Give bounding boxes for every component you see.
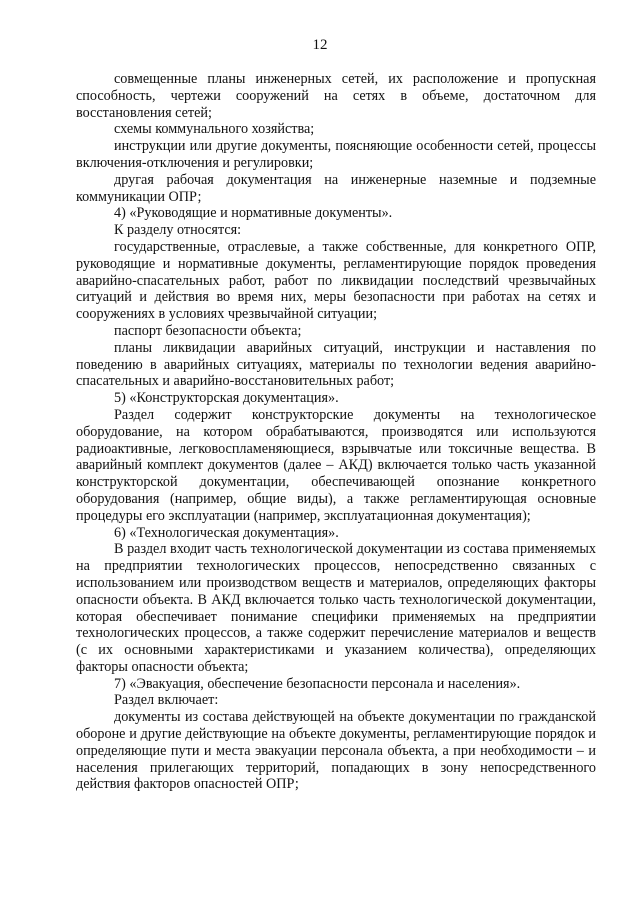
- section-heading: 6) «Технологическая документация».: [114, 524, 339, 541]
- paragraph: документы из состава действующей на объекте документации по гражданской обороне и другие действующие на объекте документы, регламентирующие порядок и определяющие пути и места эвакуации персонала объекта, а при необходимости – и населения прилегающих территорий, попадающих в зону непосредственного действия факторов опасностей ОПР;: [76, 709, 596, 793]
- paragraph: паспорт безопасности объекта;: [114, 322, 302, 339]
- paragraph: К разделу относятся:: [114, 222, 242, 239]
- document-body: [76, 71, 596, 793]
- page-number: 12: [312, 37, 328, 53]
- section-heading: 4) «Руководящие и нормативные документы».: [114, 205, 393, 222]
- section-heading: 5) «Конструкторская документация».: [114, 390, 339, 407]
- paragraph: инструкции или другие документы, поясняющие особенности сетей, процессы включения-отключения и регулировки;: [76, 138, 596, 171]
- paragraph: Раздел содержит конструкторские документы на технологическое оборудование, на котором обрабатываются, производятся или используются радиоактивные, легковоспламеняющиеся, взрывчатые или токсичные вещества. В аварийный комплект документов (далее – АКД) включается только часть указанной конструкторской документации, обеспечивающей опознание конкретного оборудования (например, общие виды), а также регламентирующая основные процедуры его эксплуатации (например, эксплуатационная документация);: [76, 406, 596, 524]
- paragraph: государственные, отраслевые, а также собственные, для конкретного ОПР, руководящие и нормативные документы, регламентирующие порядок проведения аварийно-спасательных работ, работ по ликвидации последствий чрезвычайных ситуаций и действия во время них, меры безопасности при работах на сетях и сооружениях в условиях чрезвычайной ситуации;: [76, 238, 596, 323]
- paragraph: В раздел входит часть технологической документации из состава применяемых на предприятии технологических процессов, непосредственно связанных с использованием или производством веществ и материалов, определяющих факторы опасности объекта. В АКД включается только часть технологической документации, которая обеспечивает понимание специфики применяемых на предприятии технологических процессов, а также содержит перечисление материалов и веществ (с их основными характеристиками и указанием количества), определяющих факторы опасности объекта;: [76, 541, 596, 675]
- paragraph: совмещенные планы инженерных сетей, их расположение и пропускная способность, чертежи сооружений на сетях в объеме, достаточном для восстановления сетей;: [76, 71, 596, 121]
- paragraph: схемы коммунального хозяйства;: [114, 121, 315, 138]
- section-heading: 7) «Эвакуация, обеспечение безопасности персонала и населения».: [114, 675, 521, 692]
- paragraph: другая рабочая документация на инженерные наземные и подземные коммуникации ОПР;: [76, 171, 596, 205]
- paragraph: планы ликвидации аварийных ситуаций, инструкции и наставления по поведению в аварийных ситуациях, материалы по технологии ведения аварийно-спасательных и аварийно-восстановительных работ;: [76, 339, 596, 390]
- paragraph: Раздел включает:: [114, 692, 219, 709]
